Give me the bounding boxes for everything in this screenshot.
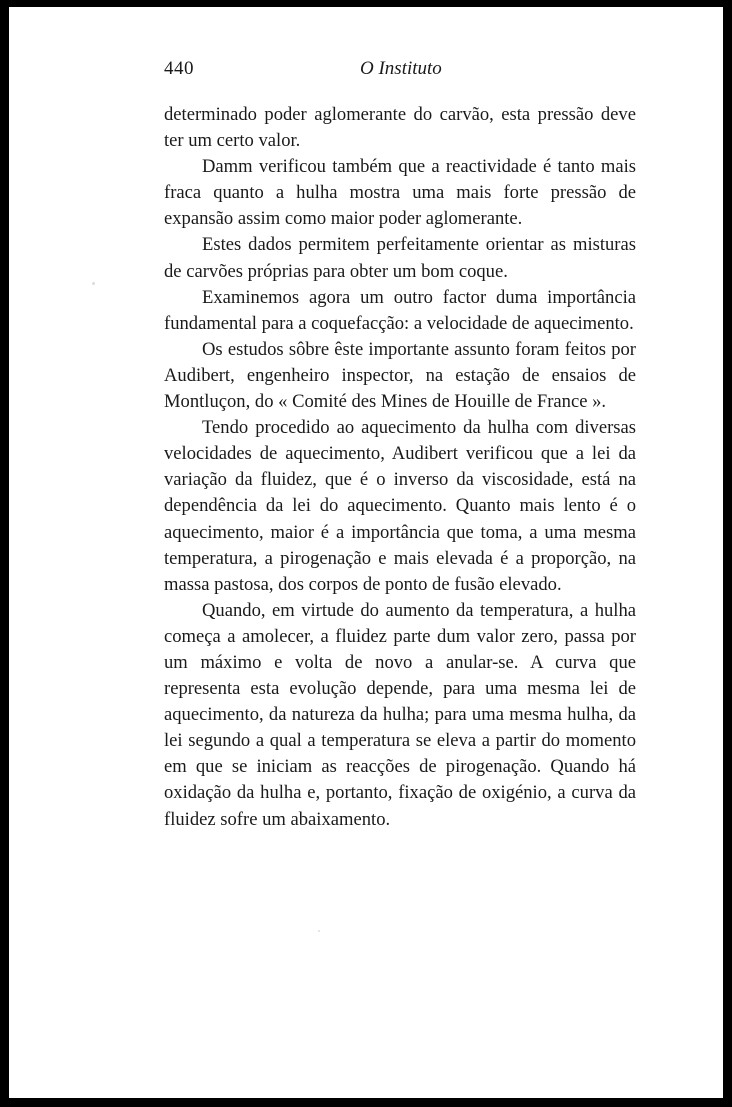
running-title: O Instituto: [360, 58, 442, 79]
paragraph: Quando, em virtude do aumento da temperatura, a hulha começa a amolecer, a fluidez parte dum valor zero, passa por um máximo e volta de novo a anular-se. A curva que representa esta evolução depende, para uma mesma lei de aquecimento, da natureza da hulha; para uma mesma hulha, da lei segundo a qual a temperatura se eleva a partir do momento em que se iniciam as reacções de pirogenação. Quando há oxidação da hulha e, portanto, fixação de oxigénio, a curva da fluidez sofre um abaixamento.: [164, 599, 636, 830]
scan-border-bottom: [0, 1098, 732, 1107]
paragraph: determinado poder aglomerante do carvão, esta pressão deve ter um certo valor.: [164, 104, 636, 152]
paragraph: Examinemos agora um outro factor duma importância fundamental para a coquefacção: a velocidade de aquecimento.: [164, 286, 636, 334]
scan-border-top: [0, 0, 732, 7]
scan-border-left: [0, 0, 9, 1107]
paragraph: Tendo procedido ao aquecimento da hulha com diversas velocidades de aquecimento, Audibert verificou que a lei da variação da fluidez, que é o inverso da viscosidade, está na dependência da lei do aquecimento. Quanto mais lento é o aquecimento, maior é a importância que toma, a uma mesma temperatura, a pirogenação e mais elevada é a proporção, na massa pastosa, dos corpos de ponto de fusão elevado.: [164, 417, 636, 595]
page-header: [164, 58, 636, 88]
scan-speck: [92, 282, 95, 285]
scan-border-right: [723, 0, 732, 1107]
scan-speck: [318, 930, 320, 932]
paragraph: Os estudos sôbre êste importante assunto foram feitos por Audibert, engenheiro inspector, na estação de ensaios de Montluçon, do « Comité des Mines de Houille de France ».: [164, 338, 636, 413]
page-number: 440: [164, 58, 194, 79]
paragraph: Estes dados permitem perfeitamente orientar as misturas de carvões próprias para obter um bom coque.: [164, 234, 636, 282]
book-page: [164, 58, 636, 833]
body-text: [164, 102, 636, 833]
paragraph: Damm verificou também que a reactividade é tanto mais fraca quanto a hulha mostra uma mais forte pressão de expansão assim como maior poder aglomerante.: [164, 156, 636, 230]
